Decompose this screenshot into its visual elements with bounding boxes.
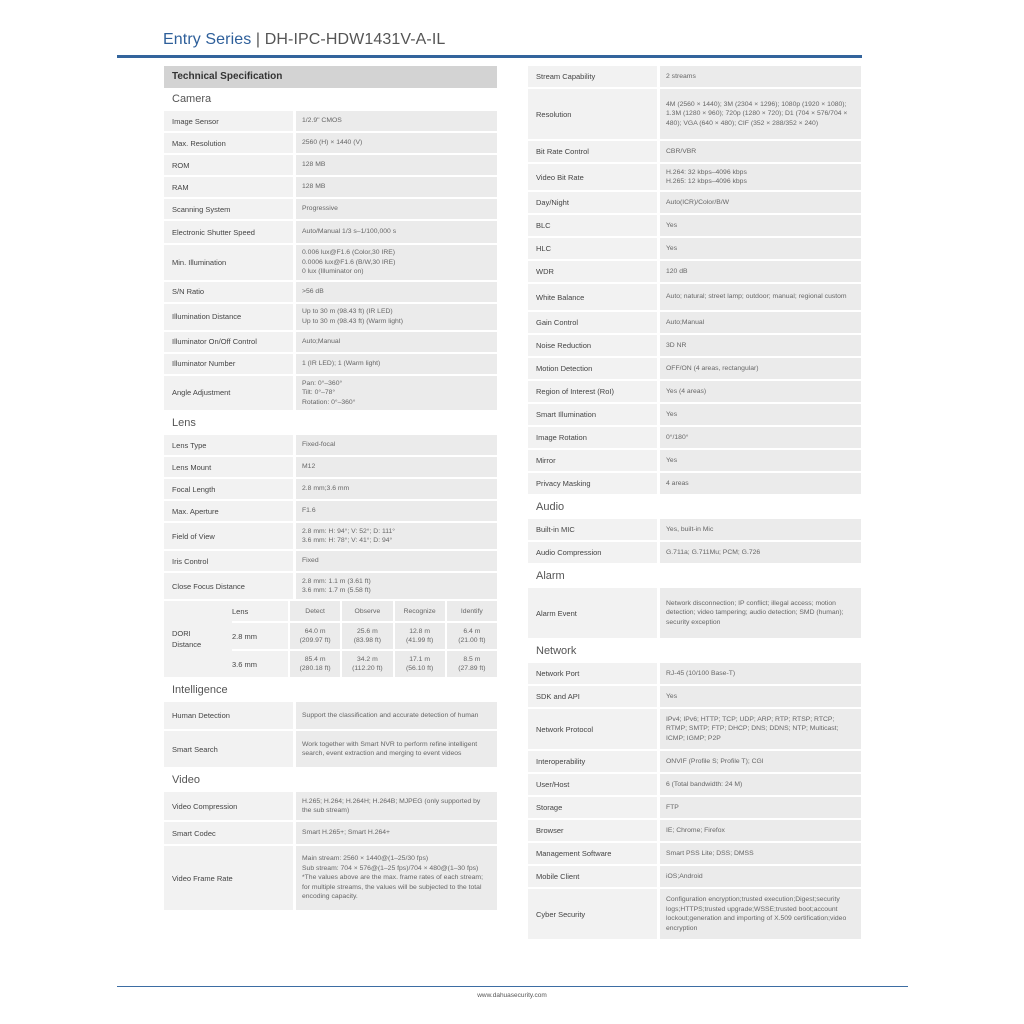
spec-row	[528, 427, 861, 448]
video-continued-table	[528, 66, 861, 494]
title-separator: |	[251, 31, 265, 48]
dori-label: DORI Distance	[164, 601, 232, 677]
spec-label: Image Rotation	[528, 427, 657, 448]
spec-value: Auto; natural; street lamp; outdoor; manual; regional custom	[660, 284, 861, 310]
spec-label: Smart Search	[164, 731, 293, 767]
header-rule	[117, 55, 862, 58]
spec-label: Built-in MIC	[528, 519, 657, 540]
spec-value: 2560 (H) × 1440 (V)	[296, 133, 497, 153]
dori-header-lens: Lens	[232, 601, 288, 621]
spec-row	[528, 164, 861, 190]
spec-row	[164, 282, 497, 302]
spec-label: Browser	[528, 820, 657, 841]
dori-cell: 64.0 m (209.97 ft)	[290, 623, 340, 649]
spec-row	[528, 358, 861, 379]
spec-row	[528, 141, 861, 162]
spec-row	[528, 89, 861, 139]
spec-value: >56 dB	[296, 282, 497, 302]
spec-row	[528, 709, 861, 749]
spec-row	[164, 155, 497, 175]
spec-row	[164, 245, 497, 280]
spec-label: Illumination Distance	[164, 304, 293, 330]
spec-value: Yes (4 areas)	[660, 381, 861, 402]
spec-value: IE; Chrome; Firefox	[660, 820, 861, 841]
spec-label: Gain Control	[528, 312, 657, 333]
spec-row	[528, 774, 861, 795]
spec-value: Auto/Manual 1/3 s–1/100,000 s	[296, 221, 497, 243]
spec-label: Illuminator Number	[164, 354, 293, 374]
section-intelligence: Intelligence	[172, 684, 228, 696]
dori-header-detect: Detect	[290, 601, 340, 621]
spec-row	[528, 820, 861, 841]
spec-value: Auto(ICR)/Color/B/W	[660, 192, 861, 213]
dori-header-observe: Observe	[342, 601, 392, 621]
dori-cell: 8.5 m (27.89 ft)	[447, 651, 497, 677]
spec-value: Yes	[660, 238, 861, 259]
spec-row	[528, 519, 861, 540]
spec-value: Network disconnection; IP conflict; illegal access; motion detection; video tampering; audio detection; SMD (human); security exception	[660, 588, 861, 638]
spec-value: Work together with Smart NVR to perform refine intelligent search, event extraction and merging to event videos	[296, 731, 497, 767]
spec-value: FTP	[660, 797, 861, 818]
audio-table	[528, 519, 861, 563]
spec-value: 2.8 mm: H: 94°; V: 52°; D: 111° 3.6 mm: H: 78°; V: 41°; D: 94°	[296, 523, 497, 549]
spec-row	[164, 573, 497, 599]
spec-label: Angle Adjustment	[164, 376, 293, 411]
spec-row	[164, 376, 497, 411]
spec-label: Cyber Security	[528, 889, 657, 939]
spec-value: RJ-45 (10/100 Base-T)	[660, 663, 861, 684]
footer-url: www.dahuasecurity.com	[477, 992, 547, 999]
spec-row	[528, 335, 861, 356]
dori-cell: 85.4 m (280.18 ft)	[290, 651, 340, 677]
model-name: DH-IPC-HDW1431V-A-IL	[264, 31, 446, 48]
spec-value: Yes	[660, 404, 861, 425]
spec-value: H.265; H.264; H.264H; H.264B; MJPEG (only supported by the sub stream)	[296, 792, 497, 820]
spec-value: Main stream: 2560 × 1440@(1–25/30 fps) Sub stream: 704 × 576@(1–25 fps)/704 × 480@(1–30 fps) *The values above are the max. frame rates of each stream; for multiple streams, the values will be subjected to the total encoding capacity.	[296, 846, 497, 910]
spec-value: Smart PSS Lite; DSS; DMSS	[660, 843, 861, 864]
spec-row	[164, 111, 497, 131]
dori-header-recognize: Recognize	[395, 601, 445, 621]
spec-value: IPv4; IPv6; HTTP; TCP; UDP; ARP; RTP; RTSP; RTCP; RTMP; SMTP; FTP; DHCP; DNS; DDNS; NTP; Multicast; ICMP; IGMP; P2P	[660, 709, 861, 749]
document-title	[163, 31, 445, 49]
spec-label: BLC	[528, 215, 657, 236]
spec-label: RAM	[164, 177, 293, 197]
spec-label: Focal Length	[164, 479, 293, 499]
spec-label: Video Frame Rate	[164, 846, 293, 910]
spec-row	[528, 404, 861, 425]
intelligence-table	[164, 702, 497, 767]
dori-cell: 34.2 m (112.20 ft)	[342, 651, 392, 677]
spec-value: Up to 30 m (98.43 ft) (IR LED) Up to 30 m (98.43 ft) (Warm light)	[296, 304, 497, 330]
spec-label: Scanning System	[164, 199, 293, 219]
dori-header-identify: Identify	[447, 601, 497, 621]
spec-row	[528, 473, 861, 494]
spec-label: Region of Interest (RoI)	[528, 381, 657, 402]
spec-value: Smart H.265+; Smart H.264+	[296, 822, 497, 844]
spec-value: Progressive	[296, 199, 497, 219]
spec-label: Stream Capability	[528, 66, 657, 87]
spec-value: OFF/ON (4 areas, rectangular)	[660, 358, 861, 379]
spec-label: Image Sensor	[164, 111, 293, 131]
section-camera: Camera	[172, 93, 212, 105]
dori-grid	[232, 601, 497, 677]
spec-row	[164, 523, 497, 549]
dori-table	[164, 601, 497, 677]
series-name: Entry Series	[163, 31, 252, 48]
spec-label: Privacy Masking	[528, 473, 657, 494]
spec-row	[164, 702, 497, 729]
spec-value: ONVIF (Profile S; Profile T); CGI	[660, 751, 861, 772]
spec-row	[164, 551, 497, 571]
spec-row	[164, 822, 497, 844]
spec-value: 1 (IR LED); 1 (Warm light)	[296, 354, 497, 374]
spec-row	[528, 866, 861, 887]
spec-label: Lens Mount	[164, 457, 293, 477]
spec-row	[164, 479, 497, 499]
spec-label: Video Compression	[164, 792, 293, 820]
spec-row	[164, 221, 497, 243]
spec-row	[164, 177, 497, 197]
spec-label: Mirror	[528, 450, 657, 471]
spec-label: Max. Aperture	[164, 501, 293, 521]
spec-row	[528, 889, 861, 939]
spec-value: Fixed-focal	[296, 435, 497, 455]
spec-value: 128 MB	[296, 177, 497, 197]
spec-label: HLC	[528, 238, 657, 259]
spec-value: 2.8 mm: 1.1 m (3.61 ft) 3.6 mm: 1.7 m (5.58 ft)	[296, 573, 497, 599]
spec-value: F1.6	[296, 501, 497, 521]
spec-row	[528, 381, 861, 402]
spec-row	[164, 501, 497, 521]
spec-value: Auto;Manual	[660, 312, 861, 333]
spec-value: Yes	[660, 450, 861, 471]
spec-row	[528, 686, 861, 707]
spec-value: 1/2.9" CMOS	[296, 111, 497, 131]
lens-table	[164, 435, 497, 599]
spec-label: Min. Illumination	[164, 245, 293, 280]
spec-label: Iris Control	[164, 551, 293, 571]
spec-label: SDK and API	[528, 686, 657, 707]
spec-value: H.264: 32 kbps–4096 kbps H.265: 12 kbps–4096 kbps	[660, 164, 861, 190]
spec-row	[164, 199, 497, 219]
section-audio: Audio	[536, 501, 565, 513]
spec-row	[164, 435, 497, 455]
spec-value: Yes, built-in Mic	[660, 519, 861, 540]
spec-row	[528, 663, 861, 684]
camera-table	[164, 111, 497, 410]
spec-row	[528, 843, 861, 864]
spec-value: 0°/180°	[660, 427, 861, 448]
spec-row	[528, 450, 861, 471]
spec-label: Field of View	[164, 523, 293, 549]
spec-row	[164, 332, 497, 352]
spec-label: Smart Codec	[164, 822, 293, 844]
spec-row	[164, 792, 497, 820]
spec-row	[528, 542, 861, 563]
spec-label: Mobile Client	[528, 866, 657, 887]
spec-value: Configuration encryption;trusted execution;Digest;security logs;HTTPS;trusted upgrade;WSSE;trusted boot;account lockout;generation and importing of X.509 certification;video encryption	[660, 889, 861, 939]
spec-value: CBR/VBR	[660, 141, 861, 162]
spec-value: Fixed	[296, 551, 497, 571]
spec-label: Resolution	[528, 89, 657, 139]
spec-value: 4M (2560 × 1440); 3M (2304 × 1296); 1080p (1920 × 1080); 1.3M (1280 × 960); 720p (1280 × 720); D1 (704 × 576/704 × 480); VGA (640 × 480); CIF (352 × 288/352 × 240)	[660, 89, 861, 139]
right-column	[528, 66, 861, 941]
spec-value: 6 (Total bandwidth: 24 M)	[660, 774, 861, 795]
spec-value: 128 MB	[296, 155, 497, 175]
spec-row	[528, 238, 861, 259]
spec-label: Illuminator On/Off Control	[164, 332, 293, 352]
spec-label: Human Detection	[164, 702, 293, 729]
alarm-table	[528, 588, 861, 638]
spec-label: ROM	[164, 155, 293, 175]
spec-row	[164, 133, 497, 153]
spec-label: Alarm Event	[528, 588, 657, 638]
spec-label: Audio Compression	[528, 542, 657, 563]
spec-row	[528, 192, 861, 213]
network-table	[528, 663, 861, 939]
dori-cell: 17.1 m (56.10 ft)	[395, 651, 445, 677]
spec-value: 4 areas	[660, 473, 861, 494]
spec-value: Pan: 0°–360° Tilt: 0°–78° Rotation: 0°–360°	[296, 376, 497, 411]
spec-value: Yes	[660, 686, 861, 707]
section-alarm: Alarm	[536, 570, 565, 582]
spec-row	[164, 731, 497, 767]
dori-lens-value: 2.8 mm	[232, 623, 288, 649]
spec-value: M12	[296, 457, 497, 477]
spec-value: G.711a; G.711Mu; PCM; G.726	[660, 542, 861, 563]
video-table	[164, 792, 497, 910]
spec-label: Motion Detection	[528, 358, 657, 379]
spec-row	[528, 751, 861, 772]
spec-row	[528, 66, 861, 87]
spec-value: Yes	[660, 215, 861, 236]
spec-label: S/N Ratio	[164, 282, 293, 302]
spec-value: 120 dB	[660, 261, 861, 282]
spec-label: Lens Type	[164, 435, 293, 455]
spec-row	[528, 797, 861, 818]
spec-row	[164, 354, 497, 374]
dori-cell: 6.4 m (21.00 ft)	[447, 623, 497, 649]
spec-label: WDR	[528, 261, 657, 282]
spec-label: Day/Night	[528, 192, 657, 213]
spec-value: Auto;Manual	[296, 332, 497, 352]
spec-label: Bit Rate Control	[528, 141, 657, 162]
section-video: Video	[172, 774, 200, 786]
spec-row	[164, 457, 497, 477]
spec-label: Smart Illumination	[528, 404, 657, 425]
dori-lens-value: 3.6 mm	[232, 651, 288, 677]
spec-label: Management Software	[528, 843, 657, 864]
dori-cell: 12.8 m (41.99 ft)	[395, 623, 445, 649]
spec-value: Support the classification and accurate detection of human	[296, 702, 497, 729]
spec-row	[528, 588, 861, 638]
spec-row	[528, 284, 861, 310]
spec-label: Storage	[528, 797, 657, 818]
spec-label: User/Host	[528, 774, 657, 795]
spec-row	[528, 261, 861, 282]
spec-label: White Balance	[528, 284, 657, 310]
spec-label: Noise Reduction	[528, 335, 657, 356]
spec-header: Technical Specification	[164, 66, 497, 88]
spec-row	[528, 215, 861, 236]
spec-row	[528, 312, 861, 333]
spec-label: Interoperability	[528, 751, 657, 772]
spec-label: Video Bit Rate	[528, 164, 657, 190]
spec-label: Network Protocol	[528, 709, 657, 749]
left-column	[164, 66, 497, 912]
dori-cell: 25.6 m (83.98 ft)	[342, 623, 392, 649]
spec-value: 0.006 lux@F1.6 (Color,30 IRE) 0.0006 lux@F1.6 (B/W,30 IRE) 0 lux (Illuminator on)	[296, 245, 497, 280]
section-lens: Lens	[172, 417, 196, 429]
spec-value: 3D NR	[660, 335, 861, 356]
spec-label: Close Focus Distance	[164, 573, 293, 599]
spec-value: iOS;Android	[660, 866, 861, 887]
spec-row	[164, 846, 497, 910]
spec-label: Network Port	[528, 663, 657, 684]
spec-row	[164, 304, 497, 330]
spec-label: Electronic Shutter Speed	[164, 221, 293, 243]
spec-value: 2.8 mm;3.6 mm	[296, 479, 497, 499]
spec-label: Max. Resolution	[164, 133, 293, 153]
section-network: Network	[536, 645, 577, 657]
spec-value: 2 streams	[660, 66, 861, 87]
footer-rule	[117, 986, 908, 987]
